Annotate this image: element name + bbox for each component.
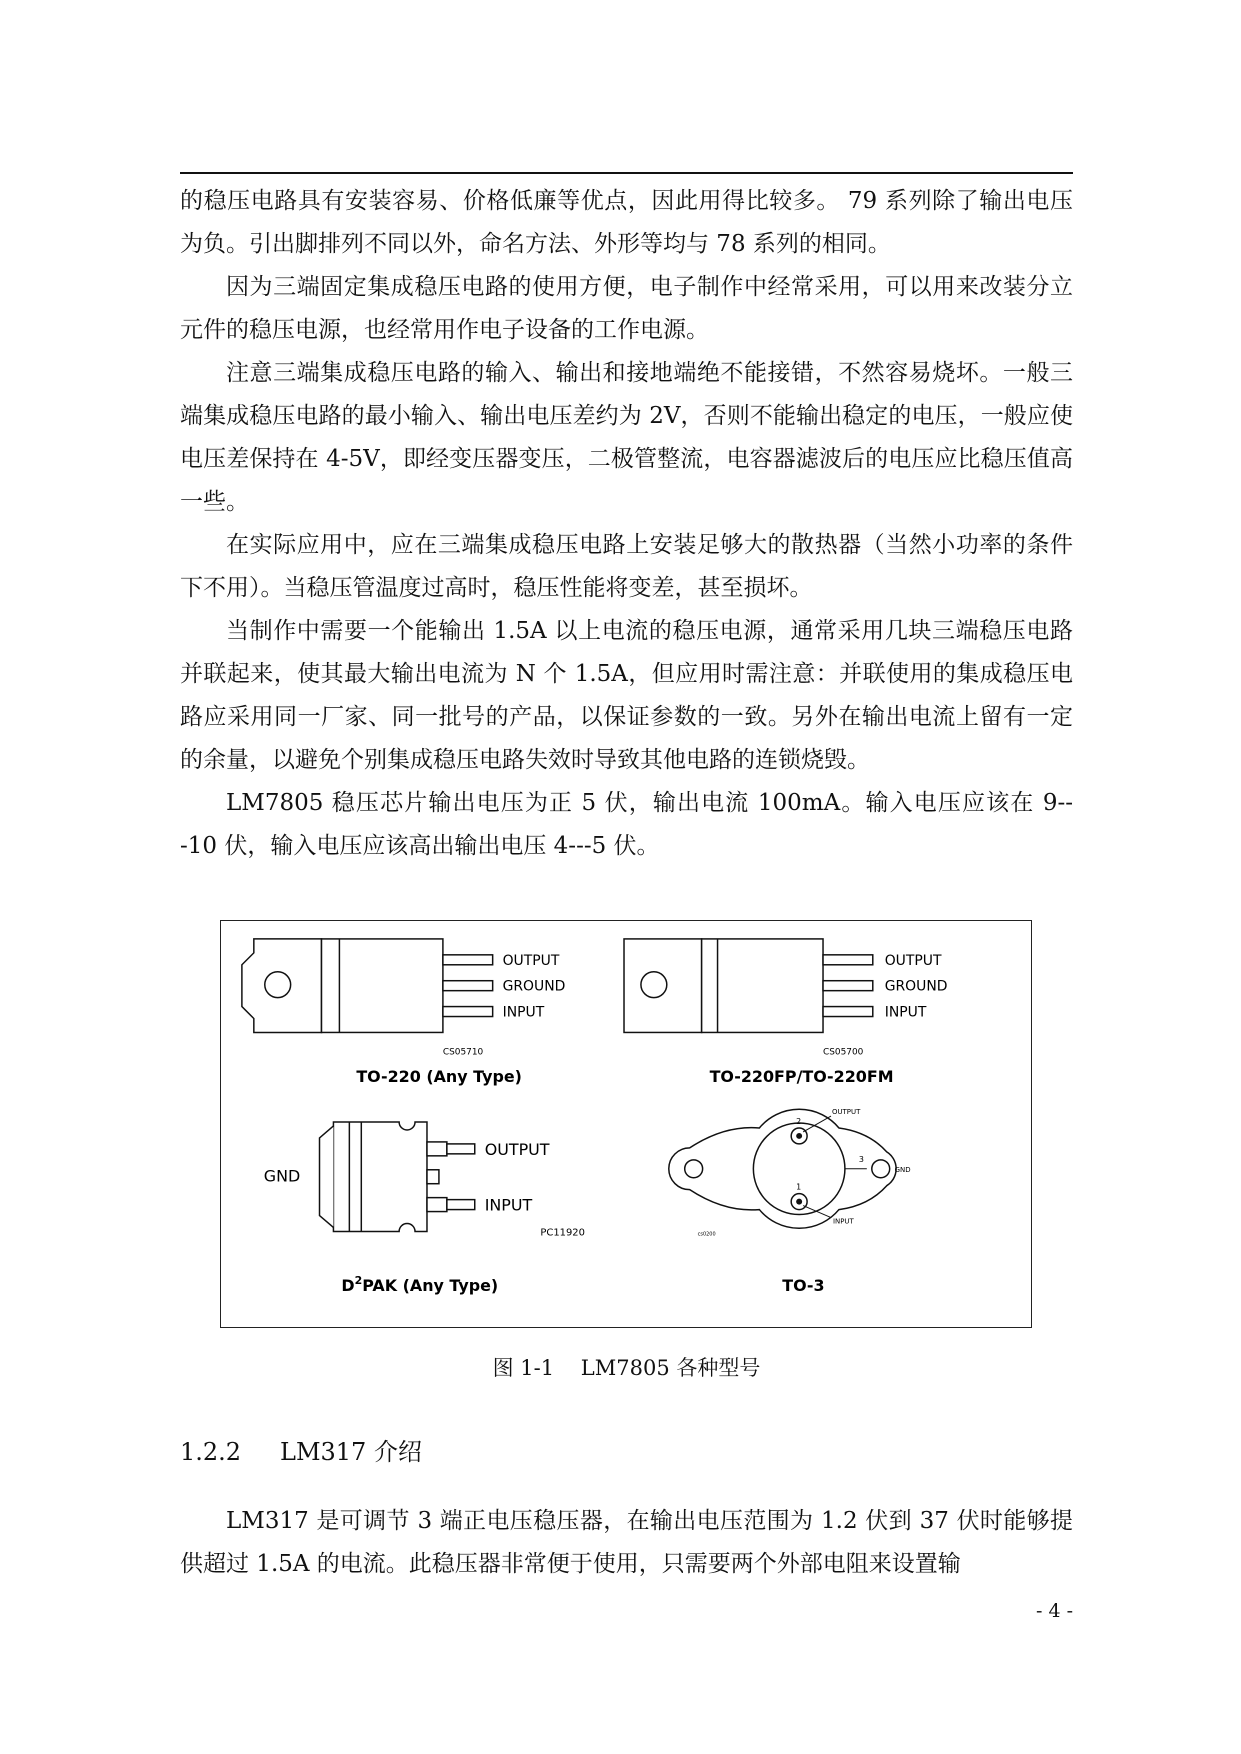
figure-caption: 图 1-1 LM7805 各种型号 bbox=[492, 1356, 761, 1380]
section-title: LM317 介绍 bbox=[280, 1438, 422, 1466]
to220fp-package bbox=[624, 939, 873, 1033]
to220-title: TO-220 (Any Type) bbox=[356, 1067, 522, 1087]
to220fp-code: CS05700 bbox=[823, 1047, 864, 1058]
to220-pin-output: OUTPUT bbox=[502, 952, 560, 969]
d2pak-output: OUTPUT bbox=[484, 1139, 550, 1159]
paragraph-4: 在实际应用中，应在三端集成稳压电路上安装足够大的散热器（当然小功率的条件下不用）。当稳压管温度过高时，稳压性能将变差，甚至损坏。 bbox=[180, 532, 1073, 601]
d2pak-title: $D^2PAK$ (Any Type) bbox=[341, 1274, 499, 1296]
to220-package bbox=[242, 939, 493, 1033]
lm317-intro bbox=[180, 1500, 1073, 1586]
to220fp-pin-ground: GROUND bbox=[884, 978, 948, 995]
paragraph-2: 因为三端固定集成稳压电路的使用方便，电子制作中经常采用，可以用来改装分立元件的稳压电源，也经常用作电子设备的工作电源。 bbox=[180, 274, 1073, 343]
d2pak-input: INPUT bbox=[484, 1195, 533, 1215]
header-rule bbox=[180, 172, 1073, 174]
to3-pin-1-label: 1 bbox=[796, 1182, 802, 1192]
d2pak-gnd: GND bbox=[263, 1166, 301, 1186]
paragraph-3: 注意三端集成稳压电路的输入、输出和接地端绝不能接错，不然容易烧坏。一般三端集成稳压电路的最小输入、输出电压差约为 2V，否则不能输出稳定的电压，一般应使电压差保持在 4-5V，即经变压器变压，二极管整流，电容器滤波后的电压应比稳压值高一些。 bbox=[180, 360, 1073, 515]
to220-code: CS05710 bbox=[442, 1047, 484, 1058]
to3-package bbox=[669, 1109, 896, 1228]
to220-pin-input: INPUT bbox=[502, 1004, 545, 1021]
to220-pin-ground: GROUND bbox=[502, 978, 566, 995]
to220fp-pin-input: INPUT bbox=[884, 1004, 927, 1021]
to3-title: TO-3 bbox=[782, 1276, 825, 1296]
to3-pin-2-dot bbox=[796, 1133, 802, 1139]
paragraph-5: 当制作中需要一个能输出 1.5A 以上电流的稳压电源，通常采用几块三端稳压电路并联起来，使其最大输出电流为 N 个 1.5A，但应用时需注意：并联使用的集成稳压电路应采用同一厂家、同一批号的产品，以保证参数的一致。另外在输出电流上留有一定的余量，以避免个别集成稳压电路失效时导致其他电路的连锁烧毁。 bbox=[180, 618, 1073, 773]
body-text bbox=[180, 180, 1073, 868]
page-number: - 4 - bbox=[1035, 1600, 1073, 1622]
to3-input-label: INPUT bbox=[832, 1217, 854, 1226]
to3-pin-3-label: 3 bbox=[858, 1154, 864, 1164]
to220fp-title: TO-220FP/TO-220FM bbox=[709, 1067, 894, 1087]
package-figure bbox=[220, 920, 1032, 1328]
to220fp-pin-output: OUTPUT bbox=[884, 952, 942, 969]
package-diagrams bbox=[221, 921, 1031, 1327]
d2pak-code: PC11920 bbox=[540, 1227, 585, 1239]
section-number: 1.2.2 bbox=[180, 1438, 242, 1466]
d2pak-package bbox=[320, 1122, 475, 1231]
paragraph-7: LM317 是可调节 3 端正电压稳压器，在输出电压范围为 1.2 伏到 37 伏时能够提供超过 1.5A 的电流。此稳压器非常便于使用，只需要两个外部电阻来设置输 bbox=[180, 1508, 1073, 1577]
to3-gnd-label: GND bbox=[894, 1165, 911, 1174]
to3-code: cs0200 bbox=[697, 1231, 716, 1238]
to3-output-label: OUTPUT bbox=[831, 1108, 861, 1117]
to3-pin-2-label: 2 bbox=[796, 1117, 802, 1126]
paragraph-6: LM7805 稳压芯片输出电压为正 5 伏，输出电流 100mA。输入电压应该在 9---10 伏，输入电压应该高出输出电压 4---5 伏。 bbox=[180, 790, 1073, 859]
section-heading bbox=[180, 1432, 422, 1467]
paragraph-1: 的稳压电路具有安装容易、价格低廉等优点，因此用得比较多。 79 系列除了输出电压为负。引出脚排列不同以外，命名方法、外形等均与 78 系列的相同。 bbox=[180, 188, 1073, 257]
to3-pin-1-dot bbox=[796, 1199, 802, 1205]
